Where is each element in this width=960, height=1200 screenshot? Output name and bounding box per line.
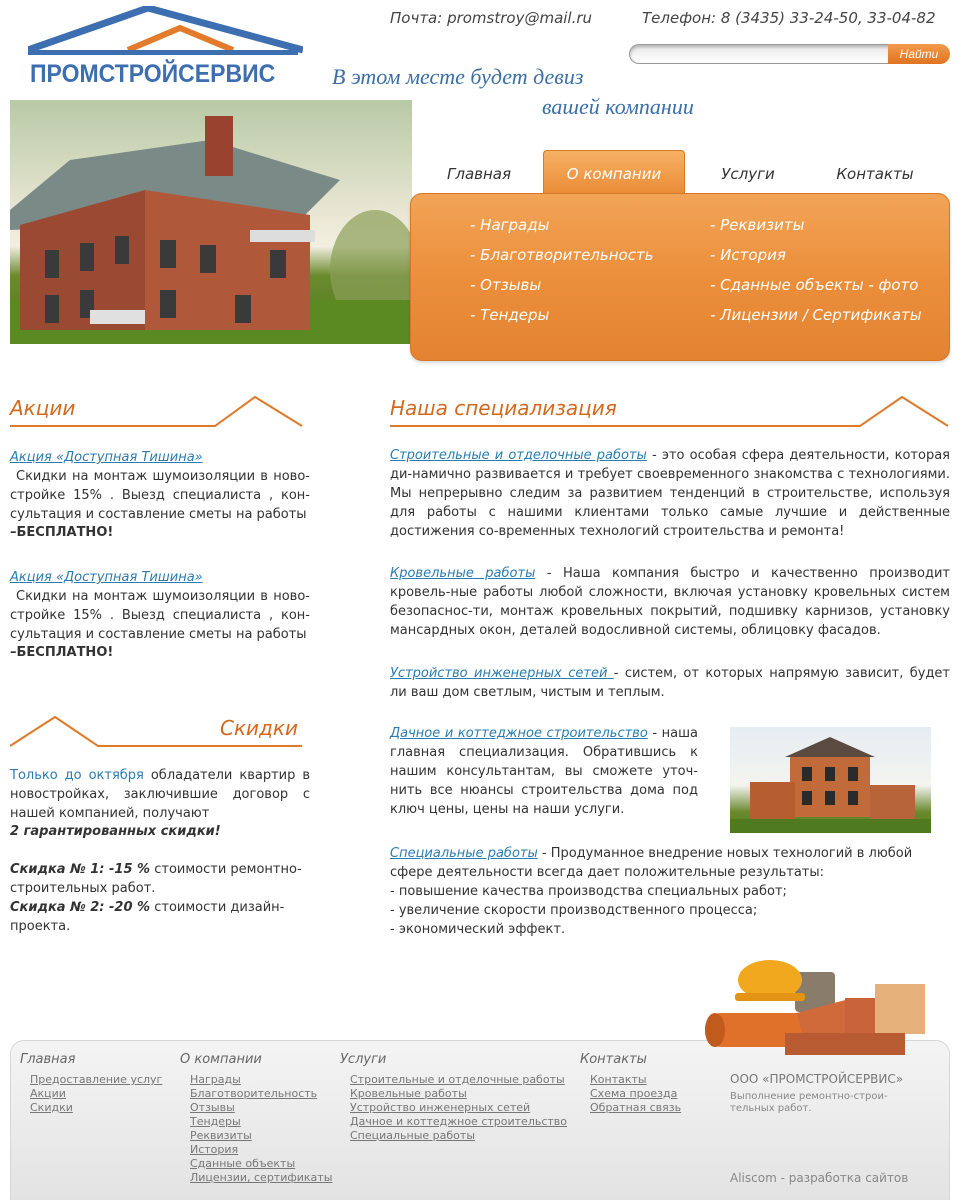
spec-bullet: - увеличение скорости производственного процесса; bbox=[390, 903, 758, 918]
promo-item bbox=[10, 566, 310, 660]
spec-text: - наша главная специализация. Обратившись к нашим консультантам, вы сможете уточ-нить все нюансы строительства дома под ключ цены, цены на наши услуги. bbox=[390, 726, 699, 817]
cottage-illustration-icon bbox=[730, 727, 931, 833]
cottage-image bbox=[730, 727, 931, 833]
discount-1 bbox=[10, 860, 310, 898]
promo-link[interactable]: Акция «Доступная Тишина» bbox=[10, 570, 203, 585]
specialization-title: Наша специализация bbox=[390, 396, 617, 420]
search-button[interactable]: Найти bbox=[888, 44, 950, 64]
spec-link-roofing[interactable]: Кровельные работы bbox=[390, 566, 536, 581]
footer-company-desc-2: тельных работ. bbox=[730, 1103, 812, 1114]
promo-title: Акции bbox=[10, 396, 76, 420]
contact-email: Почта: promstroy@mail.ru bbox=[390, 9, 593, 27]
promo-text: Скидки на монтаж шумоизоляции в ново-стройке 15% . Выезд специалиста , кон-сультация и составление сметы на работы bbox=[10, 469, 310, 522]
spec-item bbox=[390, 564, 950, 640]
footer-link[interactable]: Реквизиты bbox=[190, 1129, 252, 1142]
spec-link-construction[interactable]: Строительные и отделочные работы bbox=[390, 448, 647, 463]
discounts-deadline-link[interactable]: Только до октября bbox=[10, 768, 144, 783]
footer-link[interactable]: Строительные и отделочные работы bbox=[350, 1073, 565, 1086]
spec-link-engineering[interactable]: Устройство инженерных сетей bbox=[390, 666, 614, 681]
footer-link[interactable]: Обратная связь bbox=[590, 1101, 682, 1114]
discount-2-text: стоимости дизайн-проекта. bbox=[10, 900, 285, 934]
search-input[interactable] bbox=[629, 44, 891, 64]
spec-text: - Наша компания быстро и качественно производит кровель-ные работы любой сложности, включая установку кровельных систем безопаснос-ти, монтаж кровельных покрытий, подшивку карнизов, установку мансардных окон, деталей водосливной системы, облицовку фасадов. bbox=[390, 566, 950, 638]
spec-text: - это особая сфера деятельности, которая ди-намично развивается и требует своевременного знакомства с технологиями. Мы непрерывно следим за развитием тенденций в строительстве, используя для работы с нашими клиентами только самые лучшие и действенные достижения со-временных технологий строительства и ремонта! bbox=[390, 448, 950, 539]
footer-link[interactable]: Специальные работы bbox=[350, 1129, 476, 1142]
construction-materials-icon bbox=[695, 958, 935, 1063]
submenu-item-charity[interactable]: - Благотворительность bbox=[470, 246, 654, 264]
footer-link[interactable]: Скидки bbox=[30, 1101, 73, 1114]
discounts-intro-text: обладатели квартир в новостройках, заключившие договор с нашей компанией, получают bbox=[10, 768, 310, 821]
contact-phone: Телефон: 8 (3435) 33-24-50, 33-04-82 bbox=[642, 9, 936, 27]
promo-free-label: –БЕСПЛАТНО! bbox=[10, 525, 114, 540]
discounts-guarantee: 2 гарантированных скидки! bbox=[10, 824, 221, 839]
submenu-item-tenders[interactable]: - Тендеры bbox=[470, 306, 550, 324]
footer-link[interactable]: Контакты bbox=[590, 1073, 647, 1086]
promo-item bbox=[10, 446, 310, 540]
footer-link[interactable]: Отзывы bbox=[190, 1101, 235, 1114]
discount-2 bbox=[10, 898, 310, 936]
promo-text: Скидки на монтаж шумоизоляции в ново-стройке 15% . Выезд специалиста , кон-сультация и составление сметы на работы bbox=[10, 589, 310, 642]
spec-item bbox=[390, 664, 950, 702]
submenu-item-licenses[interactable]: - Лицензии / Сертификаты bbox=[710, 306, 922, 324]
motto-line-2: вашей компании bbox=[542, 94, 694, 119]
footer-company-name: ООО «ПРОМСТРОЙСЕРВИС» bbox=[730, 1072, 904, 1086]
footer-col-contacts-head[interactable]: Контакты bbox=[580, 1052, 647, 1067]
submenu-item-awards[interactable]: - Награды bbox=[470, 216, 550, 234]
promo-free-label: –БЕСПЛАТНО! bbox=[10, 645, 114, 660]
discounts-title: Скидки bbox=[220, 716, 298, 740]
footer-col-about-head[interactable]: О компании bbox=[180, 1052, 262, 1067]
discount-1-label: Скидка № 1: -15 % bbox=[10, 862, 151, 877]
spec-item bbox=[390, 844, 950, 939]
roof-divider-icon bbox=[10, 394, 305, 430]
footer-link[interactable]: Кровельные работы bbox=[350, 1087, 467, 1100]
footer-link[interactable]: Устройство инженерных сетей bbox=[350, 1101, 531, 1114]
roof-divider-icon bbox=[390, 394, 952, 430]
spec-item bbox=[390, 724, 698, 819]
company-logo-text[interactable]: ПРОМСТРОЙСЕРВИС bbox=[30, 60, 276, 88]
tab-contacts[interactable]: Контакты bbox=[836, 165, 914, 183]
tab-about[interactable]: О компании bbox=[543, 150, 685, 196]
footer-link[interactable]: Лицензии, сертификаты bbox=[190, 1171, 333, 1184]
discount-1-text: стоимости ремонтно-строительных работ. bbox=[10, 862, 302, 896]
tab-home[interactable]: Главная bbox=[447, 165, 511, 183]
footer-col-home-head[interactable]: Главная bbox=[20, 1052, 76, 1067]
discount-2-label: Скидка № 2: -20 % bbox=[10, 900, 151, 915]
spec-bullet: - повышение качества производства специальных работ; bbox=[390, 884, 787, 899]
footer-link[interactable]: Акции bbox=[30, 1087, 66, 1100]
footer-link[interactable]: Благотворительность bbox=[190, 1087, 318, 1100]
footer-link[interactable]: Дачное и коттеджное строительство bbox=[350, 1115, 567, 1128]
hero-house-image bbox=[10, 100, 412, 344]
tab-services[interactable]: Услуги bbox=[721, 165, 775, 183]
spec-text: - Продуманное внедрение новых технологий в любой сфере деятельности всегда дает положительные результаты: bbox=[390, 846, 913, 880]
submenu-item-history[interactable]: - История bbox=[710, 246, 786, 264]
spec-link-cottage[interactable]: Дачное и коттеджное строительство bbox=[390, 726, 648, 741]
spec-bullet: - экономический эффект. bbox=[390, 922, 566, 937]
submenu-item-requisites[interactable]: - Реквизиты bbox=[710, 216, 805, 234]
footer-link[interactable]: Схема проезда bbox=[590, 1087, 678, 1100]
footer-developer-link[interactable]: Aliscom - разработка сайтов bbox=[730, 1171, 909, 1185]
motto-line-1: В этом месте будет девиз bbox=[332, 64, 584, 89]
promo-link[interactable]: Акция «Доступная Тишина» bbox=[10, 450, 203, 465]
footer-link[interactable]: Награды bbox=[190, 1073, 241, 1086]
footer-link[interactable]: Сданные объекты bbox=[190, 1157, 296, 1170]
spec-item bbox=[390, 446, 950, 541]
spec-text: - систем, от которых напрямую зависит, будет ли ваш дом светлым, чистым и теплым. bbox=[390, 666, 950, 700]
submenu-item-objects-photo[interactable]: - Сданные объекты - фото bbox=[710, 276, 919, 294]
footer-link[interactable]: История bbox=[190, 1143, 239, 1156]
footer-link[interactable]: Тендеры bbox=[190, 1115, 241, 1128]
house-illustration-icon bbox=[10, 100, 412, 344]
discounts-intro bbox=[10, 766, 310, 823]
footer-link[interactable]: Предоставление услуг bbox=[30, 1073, 163, 1086]
spec-link-special[interactable]: Специальные работы bbox=[390, 846, 538, 861]
footer-col-services-head[interactable]: Услуги bbox=[340, 1052, 387, 1067]
footer-company-desc-1: Выполнение ремонтно-строи- bbox=[730, 1091, 888, 1102]
submenu-item-reviews[interactable]: - Отзывы bbox=[470, 276, 542, 294]
